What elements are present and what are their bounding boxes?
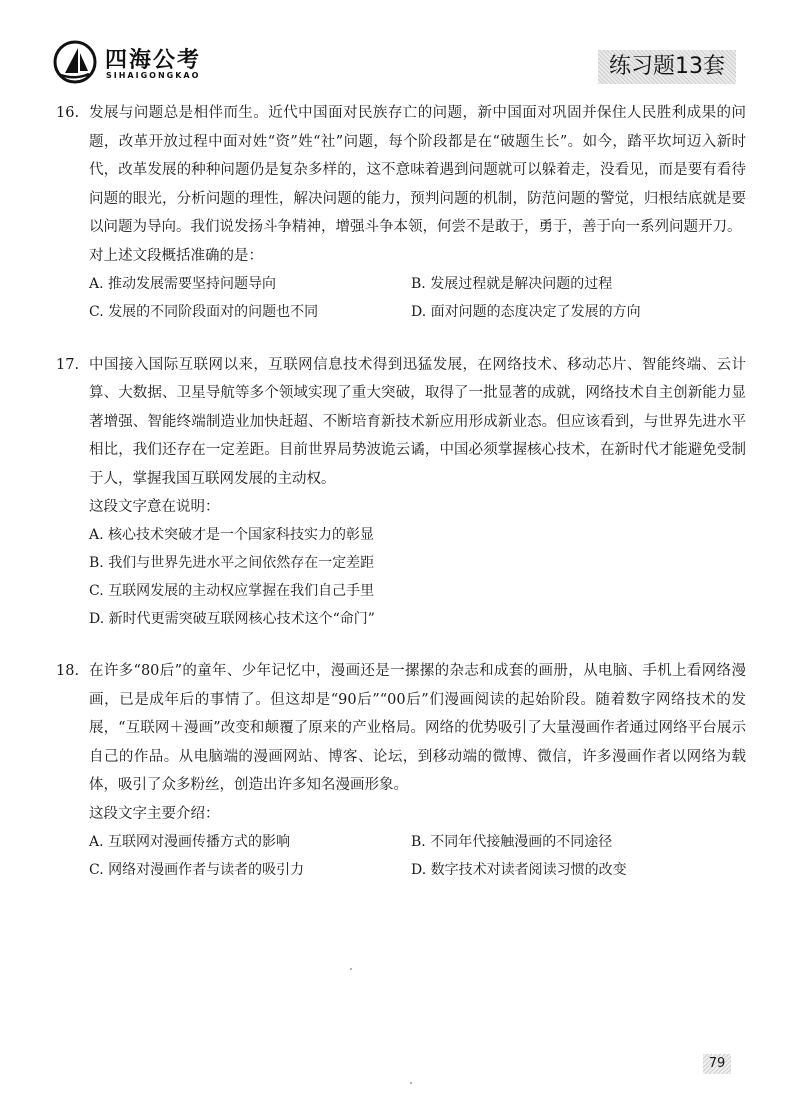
exercise-set-label: 练习题13套 bbox=[598, 50, 736, 84]
option-b[interactable]: B. 发展过程就是解决问题的过程 bbox=[411, 275, 613, 292]
logo-english-name: SIHAIGONGKAO bbox=[106, 71, 201, 80]
question-number: 16. bbox=[56, 105, 80, 121]
option-c[interactable]: C. 发展的不同阶段面对的问题也不同 bbox=[89, 303, 319, 320]
option-c[interactable]: C. 互联网发展的主动权应掌握在我们自己手里 bbox=[89, 583, 375, 599]
page-number: 79 bbox=[703, 1054, 731, 1074]
option-b[interactable]: B. 我们与世界先进水平之间依然存在一定差距 bbox=[89, 555, 375, 571]
question-16 bbox=[56, 99, 746, 326]
question-prompt: 这段文字主要介绍： bbox=[89, 805, 220, 822]
scan-speck bbox=[410, 1082, 412, 1084]
question-18 bbox=[56, 657, 746, 884]
option-group bbox=[89, 521, 746, 633]
brand-logo bbox=[53, 40, 218, 88]
question-passage: 发展与问题总是相伴而生。近代中国面对民族存亡的问题，新中国面对巩固并保住人民胜利成果的问题，改革开放过程中面对姓“资”姓“社”问题，每个阶段都是在“破题生长”。如今，踏平坎坷迈入新时代，改革发展的种种问题仍是复杂多样的，这不意味着遇到问题就可以躲着走，没看见，而是要有看待问题的眼光，分析问题的理性，解决问题的能力，预判问题的机制，防范问题的警觉，归根结底就是要以问题为导向。我们说发扬斗争精神，增强斗争本领，何尝不是敢于，勇于，善于向一系列问题开刀。 bbox=[89, 105, 746, 235]
option-group bbox=[89, 270, 746, 326]
option-c[interactable]: C. 网络对漫画作者与读者的吸引力 bbox=[89, 861, 305, 878]
option-a[interactable]: A. 核心技术突破才是一个国家科技实力的彰显 bbox=[89, 527, 375, 543]
option-d[interactable]: D. 面对问题的态度决定了发展的方向 bbox=[411, 303, 641, 320]
question-17 bbox=[56, 351, 746, 634]
option-a[interactable]: A. 互联网对漫画传播方式的影响 bbox=[89, 833, 291, 850]
page-header bbox=[0, 0, 800, 100]
question-number: 18. bbox=[56, 663, 80, 679]
sailboat-logo-icon bbox=[53, 40, 97, 84]
question-number: 17. bbox=[56, 356, 80, 373]
option-d[interactable]: D. 新时代更需突破互联网核心技术这个“命门” bbox=[89, 611, 375, 627]
option-group bbox=[89, 828, 746, 884]
question-prompt: 对上述文段概括准确的是： bbox=[89, 247, 263, 264]
option-a[interactable]: A. 推动发展需要坚持问题导向 bbox=[89, 275, 277, 292]
question-passage: 中国接入国际互联网以来，互联网信息技术得到迅猛发展，在网络技术、移动芯片、智能终端、云计算、大数据、卫星导航等多个领域实现了重大突破，取得了一批显著的成就，网络技术自主创新能力显著增强、智能终端制造业加快赶超、不断培育新技术新应用形成新业态。但应该看到，与世界先进水平相比，我们还存在一定差距。目前世界局势波诡云谲，中国必须掌握核心技术，在新时代才能避免受制于人，掌握我国互联网发展的主动权。 bbox=[89, 356, 746, 487]
question-list bbox=[56, 99, 746, 884]
scan-speck bbox=[350, 968, 352, 970]
question-passage: 在许多“80后”的童年、少年记忆中，漫画还是一摞摞的杂志和成套的画册，从电脑、手机上看网络漫画，已是成年后的事情了。但这却是“90后”“00后”们漫画阅读的起始阶段。随着数字网络技术的发展，“互联网＋漫画”改变和颠覆了原来的产业格局。网络的优势吸引了大量漫画作者通过网络平台展示自己的作品。从电脑端的漫画网站、博客、论坛，到移动端的微博、微信，许多漫画作者以网络为载体，吸引了众多粉丝，创造出许多知名漫画形象。 bbox=[89, 663, 746, 793]
logo-chinese-name: 四海公考 bbox=[105, 48, 202, 73]
option-d[interactable]: D. 数字技术对读者阅读习惯的改变 bbox=[411, 861, 627, 878]
question-prompt: 这段文字意在说明： bbox=[89, 499, 220, 515]
option-b[interactable]: B. 不同年代接触漫画的不同途径 bbox=[411, 833, 613, 850]
